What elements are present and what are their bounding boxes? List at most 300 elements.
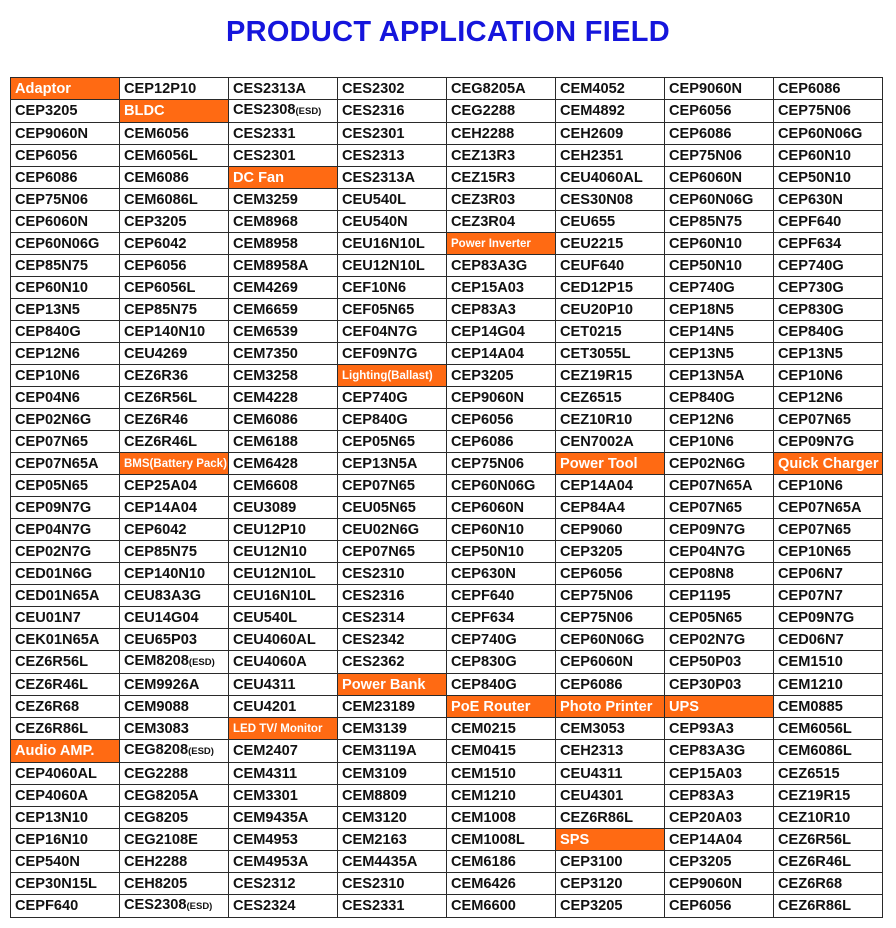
- part-number-cell: CEPF640: [447, 585, 556, 607]
- table-row: [11, 563, 883, 585]
- part-number-cell: CEP6060N: [11, 211, 120, 233]
- table-row: [11, 431, 883, 453]
- table-row: [11, 740, 883, 763]
- part-number-cell: CEM4953: [229, 829, 338, 851]
- part-number-cell: CEP07N65A: [774, 497, 883, 519]
- part-number-cell: CEM3053: [556, 718, 665, 740]
- part-number-cell: CEP93A3: [665, 718, 774, 740]
- part-number-cell: CEPF634: [774, 233, 883, 255]
- part-number-cell: CEZ6R86L: [774, 895, 883, 918]
- part-number-cell: CEU2215: [556, 233, 665, 255]
- part-number-cell: CED01N6G: [11, 563, 120, 585]
- table-row: [11, 541, 883, 563]
- part-number-cell: CEP6056: [665, 100, 774, 123]
- part-number-cell: CEM0215: [447, 718, 556, 740]
- part-number-cell: CEM8958: [229, 233, 338, 255]
- part-number-cell: CEP60N06G: [774, 123, 883, 145]
- part-number-cell: CEP60N10: [447, 519, 556, 541]
- part-number-cell: CEM3109: [338, 763, 447, 785]
- part-number-cell: CEP60N06G: [11, 233, 120, 255]
- part-suffix: (ESD): [188, 746, 214, 757]
- part-number-cell: CEP14N5: [665, 321, 774, 343]
- part-number-cell: CEP6060N: [665, 167, 774, 189]
- part-number-cell: CEP4060AL: [11, 763, 120, 785]
- part-number-cell: CEP07N65: [774, 409, 883, 431]
- part-number-cell: CEP75N06: [665, 145, 774, 167]
- category-header: UPS: [665, 696, 774, 718]
- part-number-cell: CEG8208(ESD): [120, 740, 229, 763]
- part-number-cell: CES2313: [338, 145, 447, 167]
- part-number-cell: CEP3205: [665, 851, 774, 873]
- part-number-cell: CEH2313: [556, 740, 665, 763]
- part-number-cell: CEM4953A: [229, 851, 338, 873]
- part-number-cell: CEP830G: [774, 299, 883, 321]
- category-header: Lighting(Ballast): [338, 365, 447, 387]
- part-number-cell: CEP3205: [556, 895, 665, 918]
- part-number-cell: CEP3120: [556, 873, 665, 895]
- part-number-cell: CEZ6R86L: [556, 807, 665, 829]
- table-row: [11, 519, 883, 541]
- part-number-cell: CEP07N65: [665, 497, 774, 519]
- table-row: [11, 233, 883, 255]
- table-row: [11, 475, 883, 497]
- part-number-cell: CEU12N10L: [338, 255, 447, 277]
- part-number-cell: CEP07N65A: [11, 453, 120, 475]
- part-number-cell: CEP04N6: [11, 387, 120, 409]
- table-row: [11, 607, 883, 629]
- part-number-cell: CEP04N7G: [11, 519, 120, 541]
- table-row: [11, 895, 883, 918]
- part-number-cell: CEM6086: [229, 409, 338, 431]
- part-number-cell: CEP15A03: [447, 277, 556, 299]
- category-header: Power Tool: [556, 453, 665, 475]
- part-number-cell: CEH8205: [120, 873, 229, 895]
- part-number-cell: CEP10N6: [774, 365, 883, 387]
- part-number-cell: CEP6056L: [120, 277, 229, 299]
- table-row: [11, 100, 883, 123]
- part-number-cell: CEP07N7: [774, 585, 883, 607]
- table-row: [11, 167, 883, 189]
- part-number-cell: CEU05N65: [338, 497, 447, 519]
- part-number-cell: CEP14A04: [447, 343, 556, 365]
- part-number-cell: CES2310: [338, 563, 447, 585]
- part-number-cell: CEZ6R46L: [11, 674, 120, 696]
- part-number-cell: CEP07N65: [774, 519, 883, 541]
- part-number-cell: CEP60N06G: [665, 189, 774, 211]
- part-number-cell: CED12P15: [556, 277, 665, 299]
- part-number-cell: CEU4301: [556, 785, 665, 807]
- part-number-cell: CEP05N65: [11, 475, 120, 497]
- part-number-cell: CEM6086L: [120, 189, 229, 211]
- part-number-cell: CEU20P10: [556, 299, 665, 321]
- part-number-cell: CEH2609: [556, 123, 665, 145]
- category-header: Quick Charger: [774, 453, 883, 475]
- part-number-cell: CEP50N10: [447, 541, 556, 563]
- table-row: [11, 497, 883, 519]
- part-number-cell: CEM6056: [120, 123, 229, 145]
- category-header: Adaptor: [11, 78, 120, 100]
- part-number-cell: CEP83A3: [447, 299, 556, 321]
- table-row: [11, 321, 883, 343]
- part-number-cell: CEG2108E: [120, 829, 229, 851]
- part-number-cell: CEM8958A: [229, 255, 338, 277]
- part-number-cell: CEP10N6: [774, 475, 883, 497]
- part-number-cell: CES2302: [338, 78, 447, 100]
- part-number-cell: CEP830G: [447, 651, 556, 674]
- part-number-cell: CEZ6R36: [120, 365, 229, 387]
- part-number-cell: CEZ3R04: [447, 211, 556, 233]
- category-header: BMS(Battery Pack): [120, 453, 229, 475]
- table-row: [11, 763, 883, 785]
- category-header: BLDC: [120, 100, 229, 123]
- part-number-cell: CEG8205: [120, 807, 229, 829]
- part-number-cell: CEP60N10: [11, 277, 120, 299]
- part-number-cell: CEP4060A: [11, 785, 120, 807]
- part-number-cell: CEP740G: [665, 277, 774, 299]
- part-number-cell: CEZ6R46L: [120, 431, 229, 453]
- part-number-cell: CEU83A3G: [120, 585, 229, 607]
- part-number-cell: CES2331: [338, 895, 447, 918]
- part-number-cell: CEU4201: [229, 696, 338, 718]
- part-number-cell: CEP740G: [338, 387, 447, 409]
- part-number-cell: CEZ19R15: [556, 365, 665, 387]
- part-number-cell: CEM23189: [338, 696, 447, 718]
- part-number-cell: CEG8205A: [447, 78, 556, 100]
- part-number-cell: CEP140N10: [120, 563, 229, 585]
- part-number-cell: CES2310: [338, 873, 447, 895]
- part-number-cell: CEM6186: [447, 851, 556, 873]
- part-number-cell: CEP02N7G: [11, 541, 120, 563]
- part-number-cell: CEM2407: [229, 740, 338, 763]
- table-row: [11, 277, 883, 299]
- part-number-cell: CEP12N6: [774, 387, 883, 409]
- part-number-cell: CEP08N8: [665, 563, 774, 585]
- part-number-cell: CEM0885: [774, 696, 883, 718]
- part-number-cell: CEP02N6G: [665, 453, 774, 475]
- part-number-cell: CES2316: [338, 585, 447, 607]
- part-number-cell: CEU12N10L: [229, 563, 338, 585]
- part-number-cell: CEP6086: [447, 431, 556, 453]
- part-number-cell: CEM1008: [447, 807, 556, 829]
- part-number-cell: CEM6426: [447, 873, 556, 895]
- part-number-cell: CES30N08: [556, 189, 665, 211]
- part-number-cell: CEP1195: [665, 585, 774, 607]
- part-number-cell: CEF04N7G: [338, 321, 447, 343]
- part-number-cell: CEP85N75: [11, 255, 120, 277]
- part-number-cell: CEN7002A: [556, 431, 665, 453]
- part-number-cell: CEU4060AL: [229, 629, 338, 651]
- part-number-cell: CEP50P03: [665, 651, 774, 674]
- part-number-cell: CEF10N6: [338, 277, 447, 299]
- category-header: DC Fan: [229, 167, 338, 189]
- part-number-cell: CEP85N75: [120, 299, 229, 321]
- part-number-cell: CEM3083: [120, 718, 229, 740]
- table-row: [11, 409, 883, 431]
- part-number-cell: CEM4269: [229, 277, 338, 299]
- part-number-cell: CEP07N65A: [665, 475, 774, 497]
- part-number-cell: CEPF640: [11, 895, 120, 918]
- part-number-cell: CEP04N7G: [665, 541, 774, 563]
- part-number-cell: CEP10N6: [11, 365, 120, 387]
- part-number-cell: CEP9060N: [11, 123, 120, 145]
- table-row: [11, 189, 883, 211]
- part-number-cell: CES2324: [229, 895, 338, 918]
- part-number-cell: CEH2288: [447, 123, 556, 145]
- part-number-cell: CEP75N06: [447, 453, 556, 475]
- part-number-cell: CEM4228: [229, 387, 338, 409]
- part-number-cell: CEP730G: [774, 277, 883, 299]
- part-number-cell: CEU4269: [120, 343, 229, 365]
- part-suffix: (ESD): [295, 106, 322, 117]
- part-number-cell: CEP9060: [556, 519, 665, 541]
- table-row: [11, 123, 883, 145]
- table-row: [11, 585, 883, 607]
- table-row: [11, 365, 883, 387]
- part-number-cell: CEP6056: [120, 255, 229, 277]
- part-number-cell: CEZ6R68: [774, 873, 883, 895]
- part-number-cell: CEU12N10: [229, 541, 338, 563]
- part-number-cell: CEZ3R03: [447, 189, 556, 211]
- part-number-cell: CEP6086: [556, 674, 665, 696]
- part-number-cell: CEG8205A: [120, 785, 229, 807]
- part-number-cell: CEP630N: [774, 189, 883, 211]
- part-number-cell: CEM2163: [338, 829, 447, 851]
- part-number-cell: CEM4052: [556, 78, 665, 100]
- part-number-cell: CEP75N06: [11, 189, 120, 211]
- part-number-cell: CEM6086: [120, 167, 229, 189]
- part-number-cell: CEP6086: [774, 78, 883, 100]
- part-number-cell: CEU12P10: [229, 519, 338, 541]
- part-number-cell: CEM6659: [229, 299, 338, 321]
- category-header: Power Inverter: [447, 233, 556, 255]
- part-number-cell: CEU65P03: [120, 629, 229, 651]
- part-number-cell: CEZ6R86L: [11, 718, 120, 740]
- part-number-cell: CEP83A3: [665, 785, 774, 807]
- part-number-cell: CEP50N10: [774, 167, 883, 189]
- part-number-cell: CEP75N06: [556, 585, 665, 607]
- part-number-cell: CEP9060N: [665, 78, 774, 100]
- part-number-cell: CEP10N65: [774, 541, 883, 563]
- part-number-cell: CES2313A: [229, 78, 338, 100]
- category-header: Audio AMP.: [11, 740, 120, 763]
- part-number-cell: CEP6042: [120, 233, 229, 255]
- part-number-cell: CEM6600: [447, 895, 556, 918]
- part-number-cell: CEP740G: [447, 629, 556, 651]
- part-number-cell: CEM9926A: [120, 674, 229, 696]
- part-number-cell: CEP13N10: [11, 807, 120, 829]
- part-number-cell: CEM6086L: [774, 740, 883, 763]
- part-number-cell: CEP9060N: [665, 873, 774, 895]
- part-number-cell: CEU4060A: [229, 651, 338, 674]
- part-number-cell: CEP840G: [665, 387, 774, 409]
- part-number-cell: CES2301: [338, 123, 447, 145]
- part-number-cell: CEM3301: [229, 785, 338, 807]
- part-number-cell: CEU01N7: [11, 607, 120, 629]
- part-number-cell: CEM4311: [229, 763, 338, 785]
- part-number-cell: CEP15A03: [665, 763, 774, 785]
- part-number-cell: CEU4311: [556, 763, 665, 785]
- part-number-cell: CEM6056L: [120, 145, 229, 167]
- part-number-cell: CEM3139: [338, 718, 447, 740]
- part-number-cell: CEM6188: [229, 431, 338, 453]
- table-row: [11, 807, 883, 829]
- part-number-cell: CEP12N6: [11, 343, 120, 365]
- part-number-cell: CEP6056: [665, 895, 774, 918]
- part-number-cell: CEU4060AL: [556, 167, 665, 189]
- table-row: [11, 629, 883, 651]
- part-number-cell: CEP840G: [338, 409, 447, 431]
- part-number-cell: CEP60N10: [665, 233, 774, 255]
- part-number-cell: CEP840G: [774, 321, 883, 343]
- part-number-cell: CEP840G: [11, 321, 120, 343]
- product-application-table: [10, 77, 883, 918]
- part-number-cell: CEP02N6G: [11, 409, 120, 431]
- part-number-cell: CEM1210: [774, 674, 883, 696]
- part-number-cell: CEP12P10: [120, 78, 229, 100]
- part-number-cell: CEK01N65A: [11, 629, 120, 651]
- part-number-cell: CEP30P03: [665, 674, 774, 696]
- page-title: PRODUCT APPLICATION FIELD: [225, 16, 671, 48]
- part-number-cell: CEP05N65: [665, 607, 774, 629]
- part-number-cell: CEM7350: [229, 343, 338, 365]
- part-number-cell: CEM9088: [120, 696, 229, 718]
- part-number-cell: CEU4311: [229, 674, 338, 696]
- part-number-cell: CEU540L: [229, 607, 338, 629]
- part-number-cell: CEM4435A: [338, 851, 447, 873]
- part-number-cell: CEP630N: [447, 563, 556, 585]
- part-number-cell: CEP20A03: [665, 807, 774, 829]
- part-number-cell: CEPF634: [447, 607, 556, 629]
- part-number-cell: CEM6608: [229, 475, 338, 497]
- part-number-cell: CEP84A4: [556, 497, 665, 519]
- part-number-cell: CEP07N65: [11, 431, 120, 453]
- part-number-cell: CEM3259: [229, 189, 338, 211]
- part-suffix: (ESD): [188, 657, 215, 668]
- part-number-cell: CES2313A: [338, 167, 447, 189]
- part-number-cell: CEP75N06: [556, 607, 665, 629]
- part-number-cell: CEP02N7G: [665, 629, 774, 651]
- part-number-cell: CEZ6R56L: [11, 651, 120, 674]
- table-row: [11, 785, 883, 807]
- part-number-cell: CES2301: [229, 145, 338, 167]
- part-number-cell: CEP16N10: [11, 829, 120, 851]
- part-number-cell: CEU540L: [338, 189, 447, 211]
- part-number-cell: CEP540N: [11, 851, 120, 873]
- part-number-cell: CEM1510: [447, 763, 556, 785]
- part-number-cell: CEH2288: [120, 851, 229, 873]
- part-number-cell: CES2342: [338, 629, 447, 651]
- part-number-cell: CES2308(ESD): [120, 895, 229, 918]
- part-number-cell: CEM9435A: [229, 807, 338, 829]
- part-number-cell: CEP740G: [774, 255, 883, 277]
- part-number-cell: CEP07N65: [338, 541, 447, 563]
- part-number-cell: CEP13N5: [11, 299, 120, 321]
- part-number-cell: CEP13N5: [665, 343, 774, 365]
- table-row: [11, 674, 883, 696]
- part-number-cell: CEP25A04: [120, 475, 229, 497]
- part-number-cell: CEP50N10: [665, 255, 774, 277]
- part-number-cell: CEUF640: [556, 255, 665, 277]
- table-row: [11, 299, 883, 321]
- part-number-cell: CEM0415: [447, 740, 556, 763]
- part-number-cell: CEP09N7G: [774, 431, 883, 453]
- part-number-cell: CEP3205: [11, 100, 120, 123]
- table-row: [11, 255, 883, 277]
- part-number-cell: CEP6056: [11, 145, 120, 167]
- part-number-cell: CEP18N5: [665, 299, 774, 321]
- part-number-cell: CEM6056L: [774, 718, 883, 740]
- part-number-cell: CEP3100: [556, 851, 665, 873]
- part-number-cell: CEM3120: [338, 807, 447, 829]
- part-number-cell: CEU16N10L: [338, 233, 447, 255]
- part-number-cell: CEG2288: [447, 100, 556, 123]
- part-number-cell: CEP6056: [556, 563, 665, 585]
- table-row: [11, 829, 883, 851]
- part-number-cell: CEU3089: [229, 497, 338, 519]
- part-number-cell: CEP13N5A: [665, 365, 774, 387]
- part-number-cell: CEP6060N: [556, 651, 665, 674]
- part-number-cell: CEZ15R3: [447, 167, 556, 189]
- part-number-cell: CEP3205: [447, 365, 556, 387]
- part-number-cell: CEZ6515: [556, 387, 665, 409]
- part-number-cell: CED01N65A: [11, 585, 120, 607]
- part-number-cell: CEZ10R10: [556, 409, 665, 431]
- part-number-cell: CES2308(ESD): [229, 100, 338, 123]
- part-number-cell: CEM8809: [338, 785, 447, 807]
- part-number-cell: CEG2288: [120, 763, 229, 785]
- part-number-cell: CEZ6R56L: [774, 829, 883, 851]
- part-number-cell: CEM1008L: [447, 829, 556, 851]
- part-number-cell: CED06N7: [774, 629, 883, 651]
- part-number-cell: CEZ6515: [774, 763, 883, 785]
- part-number-cell: CEP6086: [665, 123, 774, 145]
- part-number-cell: CEM3258: [229, 365, 338, 387]
- part-number-cell: CEZ6R46: [120, 409, 229, 431]
- part-number-cell: CEP6060N: [447, 497, 556, 519]
- part-number-cell: CEP09N7G: [774, 607, 883, 629]
- part-number-cell: CES2316: [338, 100, 447, 123]
- part-number-cell: CEM8208(ESD): [120, 651, 229, 674]
- part-number-cell: CEP06N7: [774, 563, 883, 585]
- part-number-cell: CEZ13R3: [447, 145, 556, 167]
- part-number-cell: CEU14G04: [120, 607, 229, 629]
- part-number-cell: CEP14A04: [120, 497, 229, 519]
- table-row: [11, 718, 883, 740]
- part-number-cell: CEP83A3G: [447, 255, 556, 277]
- part-number-cell: CEZ6R56L: [120, 387, 229, 409]
- part-number-cell: CEP05N65: [338, 431, 447, 453]
- part-number-cell: CEP09N7G: [665, 519, 774, 541]
- part-number-cell: CEZ6R68: [11, 696, 120, 718]
- table-row: [11, 343, 883, 365]
- part-number-cell: CEM4892: [556, 100, 665, 123]
- part-number-cell: CEP30N15L: [11, 873, 120, 895]
- category-header: Photo Printer: [556, 696, 665, 718]
- part-number-cell: CEU655: [556, 211, 665, 233]
- part-number-cell: CEP60N10: [774, 145, 883, 167]
- part-number-cell: CES2331: [229, 123, 338, 145]
- table-row: [11, 211, 883, 233]
- part-number-cell: CEM6428: [229, 453, 338, 475]
- part-number-cell: CEF09N7G: [338, 343, 447, 365]
- category-header: SPS: [556, 829, 665, 851]
- part-number-cell: CEU02N6G: [338, 519, 447, 541]
- part-number-cell: CEP6056: [447, 409, 556, 431]
- part-number-cell: CEM1510: [774, 651, 883, 674]
- table-row: [11, 873, 883, 895]
- category-header: LED TV/ Monitor: [229, 718, 338, 740]
- part-number-cell: CEP14G04: [447, 321, 556, 343]
